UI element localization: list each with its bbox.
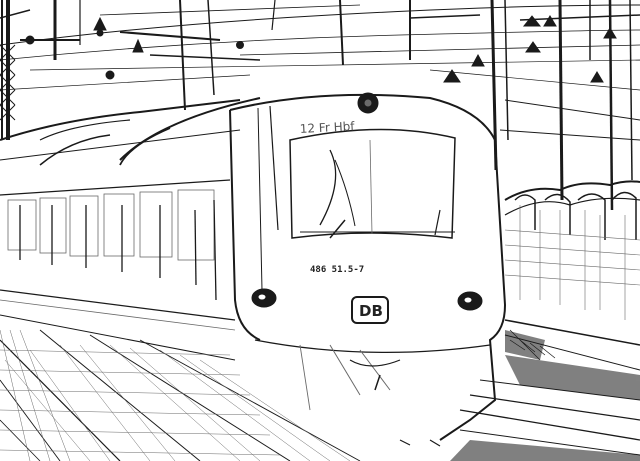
locomotive-number: 486 51.5-7: [310, 265, 365, 275]
destination-display: 12 Fr Hbf: [299, 119, 355, 136]
db-logo: DB: [359, 302, 383, 320]
